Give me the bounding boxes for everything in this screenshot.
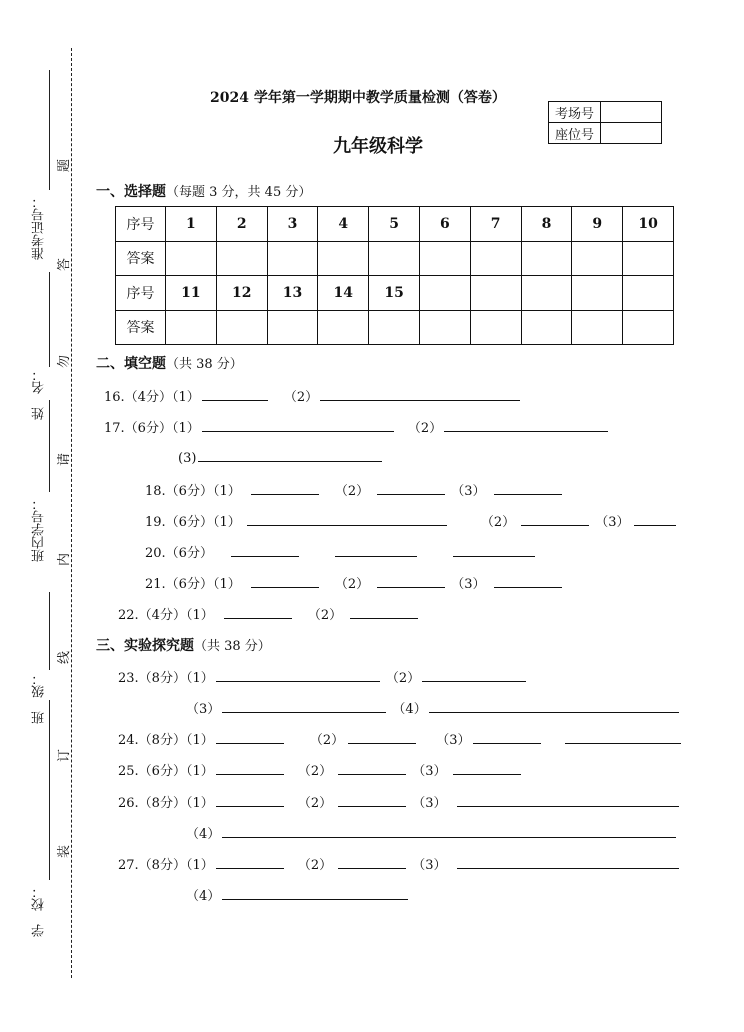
answer-blank[interactable] [222,887,408,900]
answer-blank[interactable] [202,419,394,432]
section-note: （共 38 分） [166,357,243,372]
answer-blank[interactable] [335,544,417,557]
answer-blank[interactable] [251,575,319,588]
answer-cell[interactable] [267,310,318,345]
answer-cell[interactable] [470,241,521,276]
answer-blank[interactable] [320,388,520,401]
question-number: 10 [623,207,674,242]
question-number: 11 [166,276,217,311]
side-line [49,272,50,367]
answer-cell[interactable] [572,310,623,345]
question-20: 20.（6分） [145,542,537,561]
answer-blank[interactable] [521,513,589,526]
question-number: 7 [470,207,521,242]
answer-cell[interactable] [318,310,369,345]
answer-blank[interactable] [222,825,676,838]
question-number: 6 [419,207,470,242]
answer-cell[interactable] [216,310,267,345]
question-16: 16.（4分）（1） （2） [104,386,522,405]
seal-char: 请 [57,452,73,467]
answer-cell[interactable] [369,241,420,276]
answer-cell[interactable] [521,310,572,345]
table-row [116,310,674,345]
answer-label: 答案 [116,310,166,345]
question-17: 17.（6分）（1） （2） [104,417,610,436]
seal-char: 装 [57,844,73,859]
question-23-part3: （3） （4） [186,698,681,717]
answer-blank[interactable] [216,669,380,682]
table-row [116,207,674,242]
answer-blank[interactable] [429,700,679,713]
answer-blank[interactable] [231,544,299,557]
answer-blank[interactable] [348,731,416,744]
empty-cell [623,276,674,311]
question-number: 12 [216,276,267,311]
question-26: 26.（8分）（1） （2） （3） [118,792,681,811]
class-number-label: 班内学号： [32,497,47,562]
question-number: 5 [369,207,420,242]
table-row [116,241,674,276]
answer-blank[interactable] [377,482,445,495]
row-label: 序号 [116,207,166,242]
answer-cell[interactable] [216,241,267,276]
question-number: 9 [572,207,623,242]
section-experiment-heading [96,635,271,655]
empty-cell [572,276,623,311]
seal-char: 订 [57,748,73,763]
table-row [116,276,674,311]
answer-blank[interactable] [222,700,386,713]
question-24: 24.（8分）（1） （2） （3） [118,729,683,748]
answer-cell[interactable] [623,241,674,276]
answer-blank[interactable] [338,794,406,807]
answer-blank[interactable] [338,762,406,775]
class-label: 班 级： [32,672,47,724]
section-title: 二、填空题 [96,356,166,372]
answer-cell[interactable] [572,241,623,276]
binding-dashed-line [71,48,72,978]
seal-char: 答 [57,257,73,272]
exam-number-label: 准考证号： [32,195,47,260]
seal-char: 题 [57,158,73,173]
question-number: 13 [267,276,318,311]
empty-cell [521,276,572,311]
section-title: 三、实验探究题 [96,638,194,654]
question-21: 21.（6分）（1） （2） （3） [145,573,564,592]
question-number: 2 [216,207,267,242]
question-number: 4 [318,207,369,242]
answer-blank[interactable] [216,762,284,775]
question-number: 1 [166,207,217,242]
question-19: 19.（6分）（1） （2） （3） [145,511,678,530]
answer-blank[interactable] [453,544,535,557]
answer-blank[interactable] [634,513,676,526]
answer-blank[interactable] [444,419,608,432]
school-label: 学 校： [32,885,47,937]
answer-blank[interactable] [473,731,541,744]
seat-number-field[interactable] [601,123,662,144]
subject-title: 九年级科学 [333,136,423,157]
answer-blank[interactable] [247,513,447,526]
answer-cell[interactable] [166,241,217,276]
answer-cell[interactable] [267,241,318,276]
side-line [49,700,50,880]
section-choice-heading [96,181,311,201]
seat-number-label: 座位号 [549,123,601,144]
answer-blank[interactable] [453,762,521,775]
question-17-part3: (3) [178,449,384,466]
seal-char: 内 [57,552,73,567]
section-note: （共 38 分） [194,639,271,654]
room-seat-box [548,101,662,144]
answer-cell[interactable] [521,241,572,276]
answer-blank[interactable] [377,575,445,588]
answer-table [115,206,674,345]
question-27-part4: （4） [186,885,410,904]
side-line [49,400,50,492]
seal-char: 勿 [57,354,73,369]
section-fill-heading [96,353,243,373]
answer-blank[interactable] [457,856,679,869]
question-22: 22.（4分）（1） （2） [118,604,420,623]
answer-blank[interactable] [216,856,284,869]
seal-char: 线 [57,650,73,665]
name-label: 姓 名： [32,368,47,420]
answer-blank[interactable] [350,606,418,619]
answer-blank[interactable] [457,794,679,807]
answer-blank[interactable] [251,482,319,495]
answer-blank[interactable] [198,449,382,462]
answer-cell[interactable] [419,310,470,345]
question-number: 3 [267,207,318,242]
answer-blank[interactable] [494,482,562,495]
answer-cell[interactable] [419,241,470,276]
room-number-label: 考场号 [549,102,601,123]
section-title: 一、选择题 [96,184,166,200]
answer-blank[interactable] [216,731,284,744]
exam-title: 2024 学年第一学期期中教学质量检测（答卷） [210,90,506,106]
answer-blank[interactable] [202,388,268,401]
question-25: 25.（6分）（1） （2） （3） [118,760,523,779]
question-18: 18.（6分）（1） （2） （3） [145,480,564,499]
answer-blank[interactable] [224,606,292,619]
answer-cell[interactable] [470,310,521,345]
room-number-field[interactable] [601,102,662,123]
side-line [49,592,50,670]
side-line [49,70,50,190]
answer-cell[interactable] [623,310,674,345]
answer-blank[interactable] [422,669,526,682]
row-label: 序号 [116,276,166,311]
answer-blank[interactable] [338,856,406,869]
answer-blank[interactable] [565,731,681,744]
section-note: （每题 3 分，共 45 分） [166,185,312,200]
answer-label: 答案 [116,241,166,276]
question-26-part4: （4） [186,823,678,842]
empty-cell [419,276,470,311]
answer-cell[interactable] [166,310,217,345]
answer-cell[interactable] [369,310,420,345]
question-23: 23.（8分）（1） （2） [118,667,528,686]
question-number: 15 [369,276,420,311]
answer-blank[interactable] [216,794,284,807]
question-number: 14 [318,276,369,311]
answer-blank[interactable] [494,575,562,588]
answer-cell[interactable] [318,241,369,276]
question-number: 8 [521,207,572,242]
empty-cell [470,276,521,311]
question-27: 27.（8分）（1） （2） （3） [118,854,681,873]
